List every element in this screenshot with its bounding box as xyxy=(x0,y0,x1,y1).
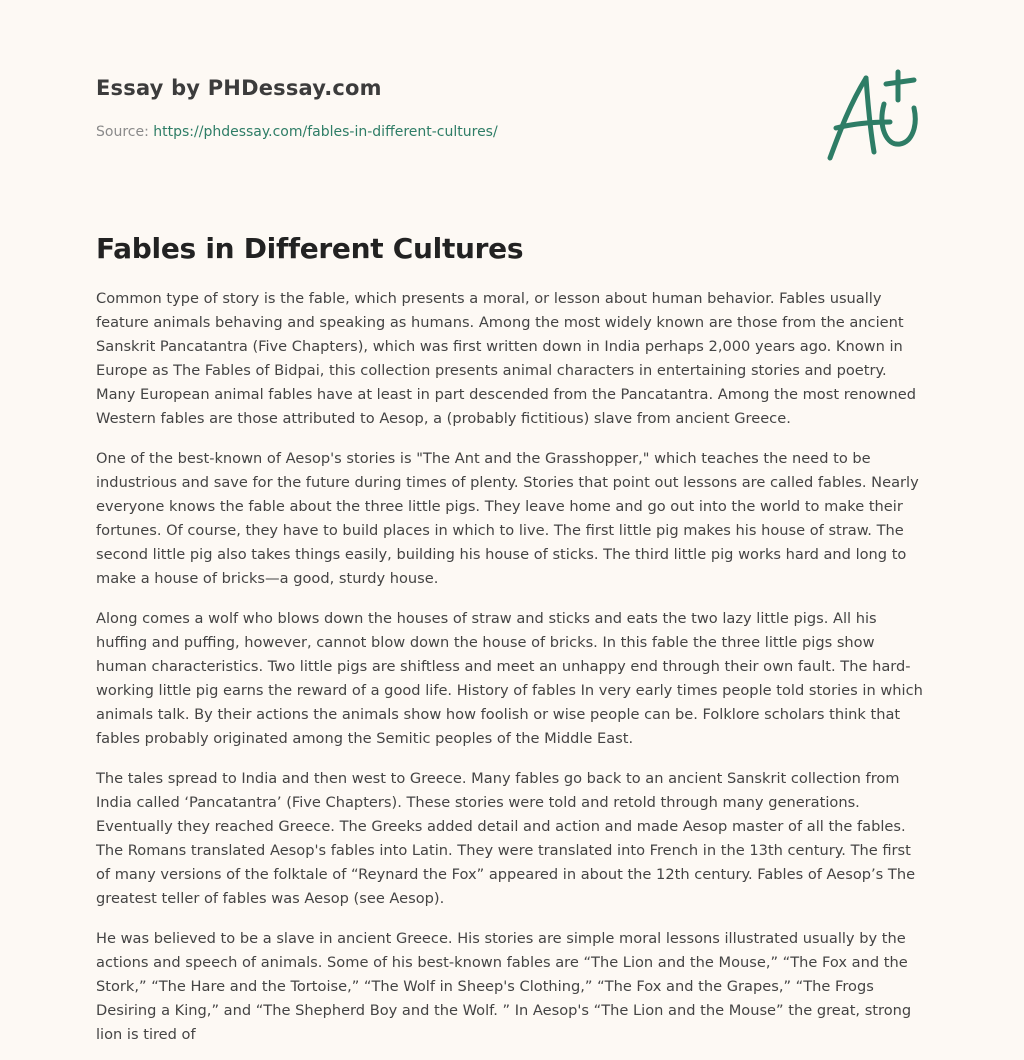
page-header xyxy=(96,0,928,180)
paragraph: He was believed to be a slave in ancient Greece. His stories are simple moral lessons illustrated usually by the actions and speech of animals. Some of his best-known fables are “The Lion and the Mouse,” “The Fox and the Stork,” “The Hare and the Tortoise,” “The Wolf in Sheep's Clothing,” “The Fox and the Grapes,” “The Frogs Desiring a King,” and “The Shepherd Boy and the Wolf. ” In Aesop's “The Lion and the Mouse” the great, strong lion is tired of xyxy=(96,930,912,1043)
brand-title: Essay by PHDessay.com xyxy=(96,76,382,100)
source-line xyxy=(96,124,498,140)
a-plus-logo-icon xyxy=(818,66,928,166)
paragraph: One of the best-known of Aesop's stories is "The Ant and the Grasshopper," which teaches the need to be industrious and save for the future during times of plenty. Stories that point out lessons are called fables. Nearly everyone knows the fable about the three little pigs. They leave home and go out into the world to make their fortunes. Of course, they have to build places in which to live. The first little pig makes his house of straw. The second little pig also takes things easily, building his house of sticks. The third little pig works hard and long to make a house of bricks—a good, sturdy house. xyxy=(96,450,919,587)
paragraph: Common type of story is the fable, which presents a moral, or lesson about human behavior. Fables usually feature animals behaving and speaking as humans. Among the most widely known are those from the ancient Sanskrit Pancatantra (Five Chapters), which was first written down in India perhaps 2,000 years ago. Known in Europe as The Fables of Bidpai, this collection presents animal characters in entertaining stories and poetry. Many European animal fables have at least in part descended from the Pancatantra. Among the most renowned Western fables are those attributed to Aesop, a (probably fictitious) slave from ancient Greece. xyxy=(96,290,916,427)
source-label: Source: xyxy=(96,124,154,140)
article-body xyxy=(96,287,928,1047)
article-title: Fables in Different Cultures xyxy=(96,232,524,265)
source-link[interactable]: https://phdessay.com/fables-in-different-cultures/ xyxy=(153,124,498,140)
paragraph: The tales spread to India and then west to Greece. Many fables go back to an ancient Sanskrit collection from India called ‘Pancatantra’ (Five Chapters). These stories were told and retold through many generations. Eventually they reached Greece. The Greeks added detail and action and made Aesop master of all the fables. The Romans translated Aesop's fables into Latin. They were translated into French in the 13th century. The first of many versions of the folktale of “Reynard the Fox” appeared in about the 12th century. Fables of Aesop’s The greatest teller of fables was Aesop (see Aesop). xyxy=(96,770,916,907)
paragraph: Along comes a wolf who blows down the houses of straw and sticks and eats the two lazy little pigs. All his huffing and puffing, however, cannot blow down the house of bricks. In this fable the three little pigs show human characteristics. Two little pigs are shiftless and meet an unhappy end through their own fault. The hard-working little pig earns the reward of a good life. History of fables In very early times people told stories in which animals talk. By their actions the animals show how foolish or wise people can be. Folklore scholars think that fables probably originated among the Semitic peoples of the Middle East. xyxy=(96,610,923,747)
